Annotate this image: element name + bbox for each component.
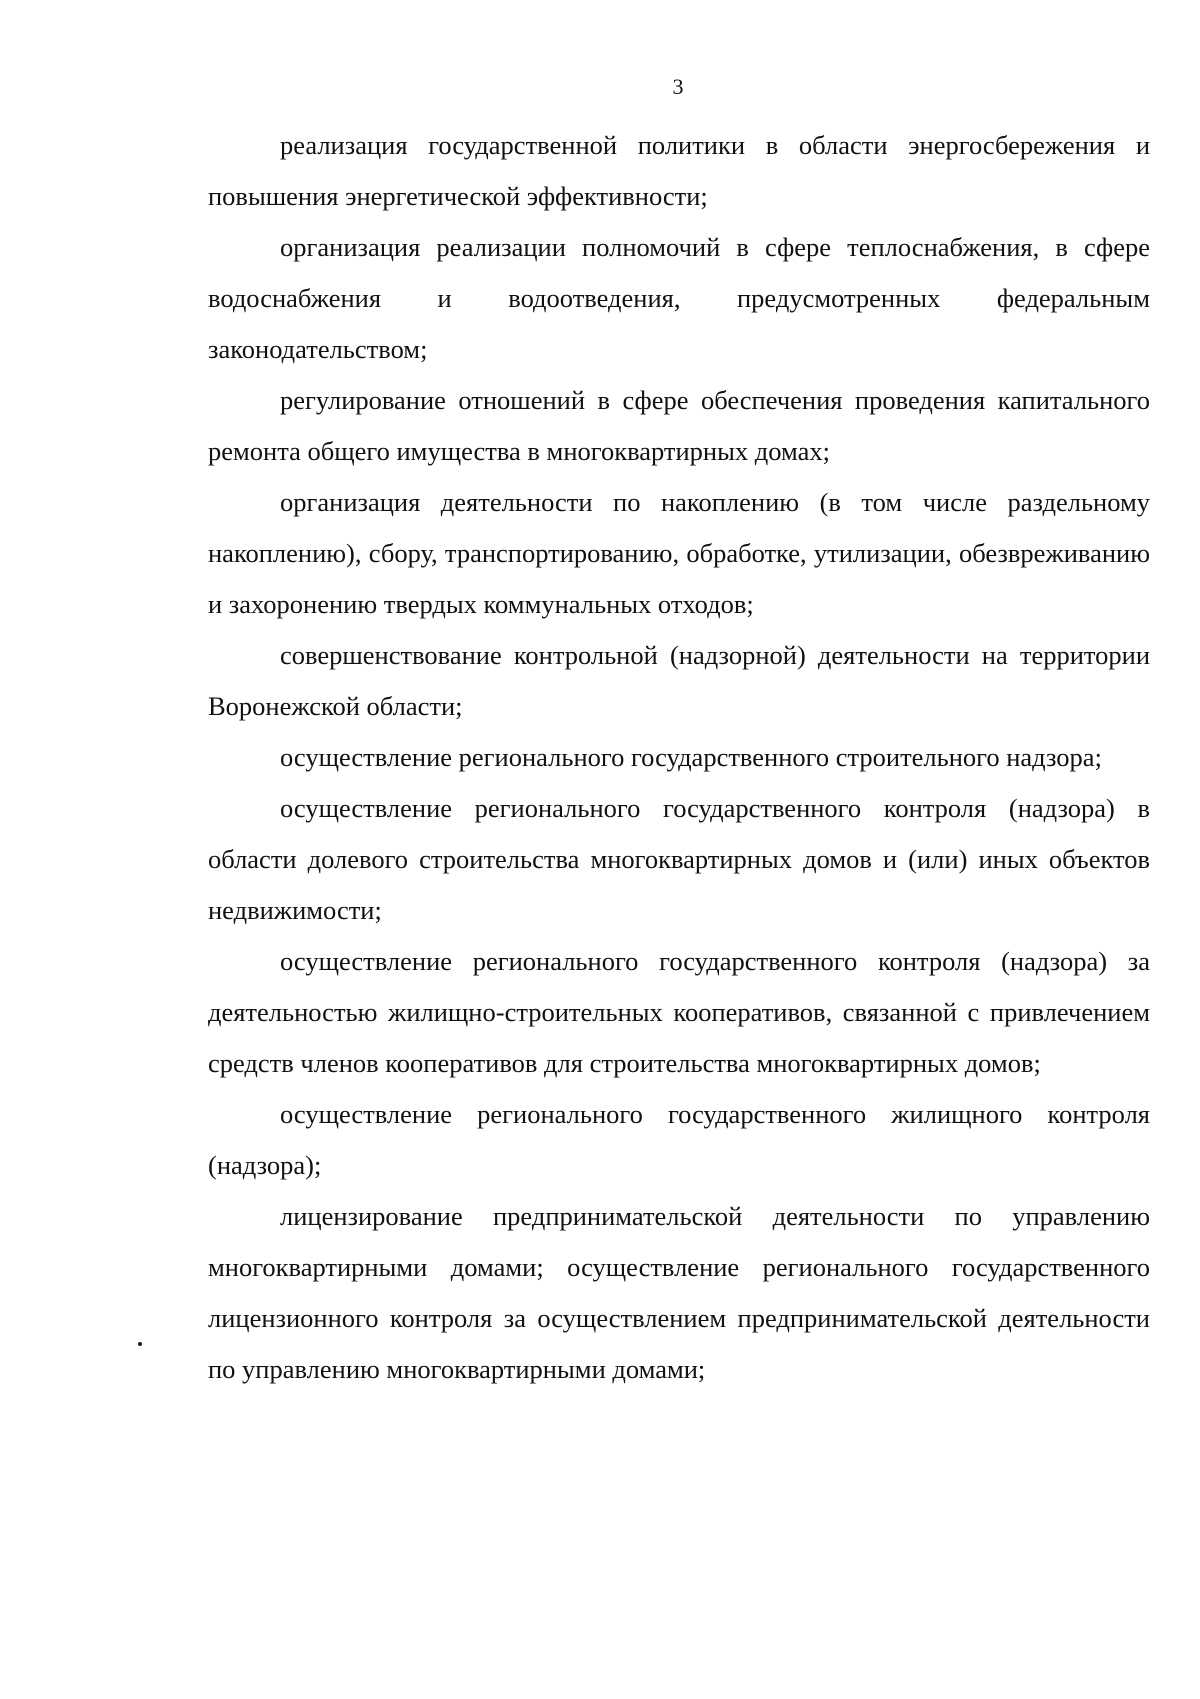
paragraph: осуществление регионального государственного контроля (надзора) за деятельностью жилищно-строительных кооперативов, связанной с привлечением средств членов кооперативов для строительства многоквартирных домов;: [208, 946, 1150, 1078]
paragraph: организация реализации полномочий в сфере теплоснабжения, в сфере водоснабжения и водоотведения, предусмотренных федеральным законодательством;: [208, 232, 1150, 364]
paragraph: регулирование отношений в сфере обеспечения проведения капитального ремонта общего имущества в многоквартирных домах;: [208, 385, 1150, 466]
paragraph: осуществление регионального государственного строительного надзора;: [280, 742, 1102, 772]
paragraph: осуществление регионального государственного контроля (надзора) в области долевого строительства многоквартирных домов и (или) иных объектов недвижимости;: [208, 793, 1150, 925]
scan-dot-mark: [138, 1342, 142, 1346]
paragraph: лицензирование предпринимательской деятельности по управлению многоквартирными домами; осуществление регионального государственного лицензионного контроля за осуществлением предпринимательской деятельности по управлению многоквартирными домами;: [208, 1201, 1150, 1384]
paragraph: организация деятельности по накоплению (в том числе раздельному накоплению), сбору, транспортированию, обработке, утилизации, обезвреживанию и захоронению твердых коммунальных отходов;: [208, 487, 1150, 619]
paragraph: осуществление регионального государственного жилищного контроля (надзора);: [208, 1099, 1150, 1180]
page-number: 3: [672, 74, 684, 99]
paragraph: реализация государственной политики в области энергосбережения и повышения энергетической эффективности;: [208, 130, 1150, 211]
paragraph: совершенствование контрольной (надзорной) деятельности на территории Воронежской области;: [208, 640, 1150, 721]
document-body: [208, 120, 1150, 1395]
